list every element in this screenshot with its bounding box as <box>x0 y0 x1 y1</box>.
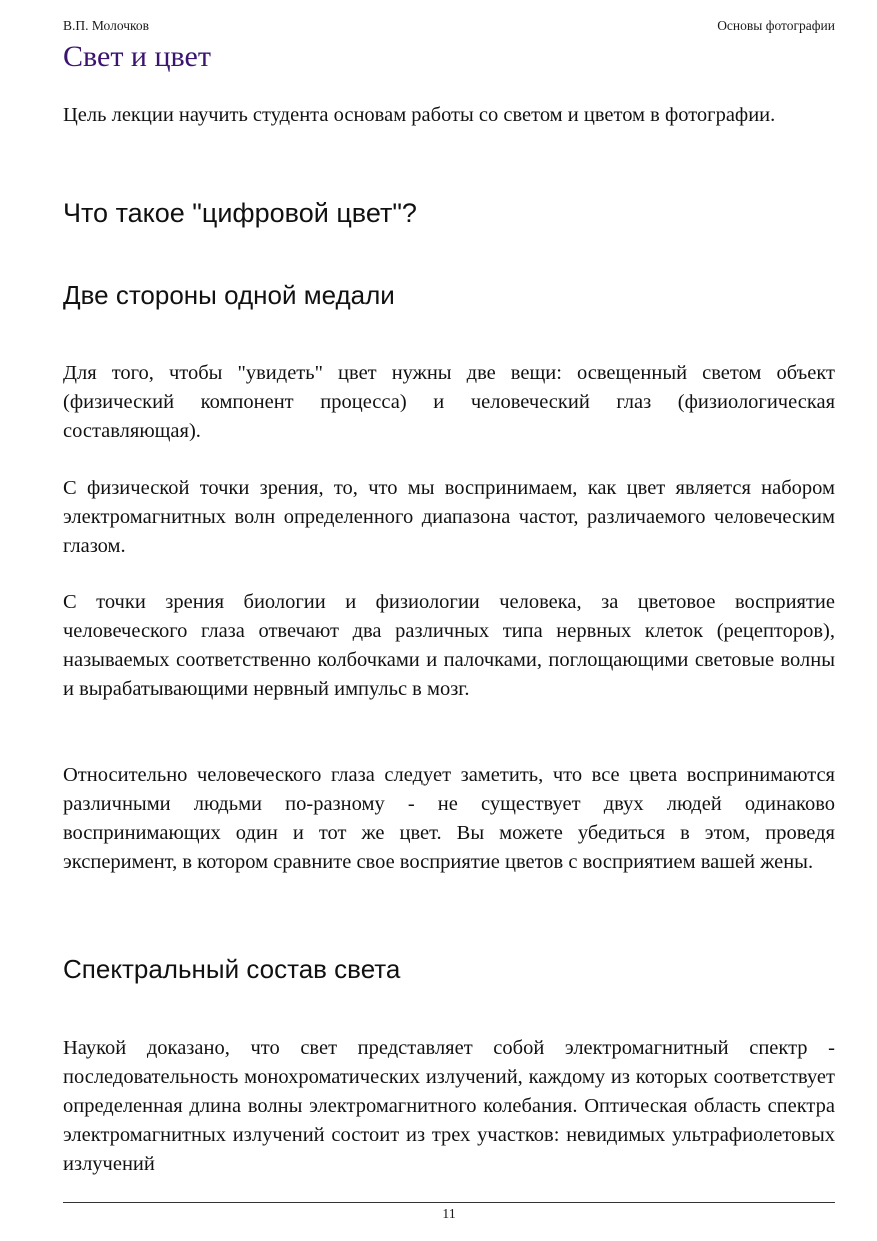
paragraph-biology-view: С точки зрения биологии и физиологии человека, за цветовое восприятие человеческого глаза отвечают два различных типа нервных клеток (рецепторов), называемых соответственно колбочками и палочками, поглощающими световые волны и вырабатывающими нервный импульс в мозг. <box>63 591 835 700</box>
chapter-intro: Цель лекции научить студента основам работы со светом и цветом в фотографии. <box>63 104 776 126</box>
page-number: 11 <box>442 1207 456 1222</box>
section-heading-two-sides: Две стороны одной медали <box>63 280 395 310</box>
paragraph-spectrum: Наукой доказано, что свет представляет собой электромагнитный спектр - последовательность монохроматических излучений, каждому из которых соответствует определенная длина волны электромагнитного колебания. Оптическая область спектра электромагнитных излучений состоит из трех участков: невидимых ультрафиолетовых излучений <box>63 1037 835 1175</box>
footer-divider <box>63 1202 835 1203</box>
section-heading-digital-color: Что такое "цифровой цвет"? <box>63 198 417 228</box>
paragraph-two-things: Для того, чтобы "увидеть" цвет нужны две вещи: освещенный светом объект (физический компонент процесса) и человеческий глаз (физиологическая составляющая). <box>63 362 835 442</box>
header-book-title: Основы фотографии <box>717 18 835 33</box>
header-author: В.П. Молочков <box>63 18 150 33</box>
paragraph-physical-view: С физической точки зрения, то, что мы воспринимаем, как цвет является набором электромагнитных волн определенного диапазона частот, различаемого человеческим глазом. <box>63 477 835 557</box>
chapter-title: Свет и цвет <box>63 40 211 73</box>
running-header <box>63 17 835 35</box>
document-page <box>63 0 835 1241</box>
paragraph-human-eye: Относительно человеческого глаза следует заметить, что все цвета воспринимаются различными людьми по-разному - не существует двух людей одинаково воспринимающих один и тот же цвет. Вы можете убедиться в этом, проведя эксперимент, в котором сравните свое восприятие цветов с восприятием вашей жены. <box>63 764 835 873</box>
section-heading-spectral: Спектральный состав света <box>63 954 401 984</box>
